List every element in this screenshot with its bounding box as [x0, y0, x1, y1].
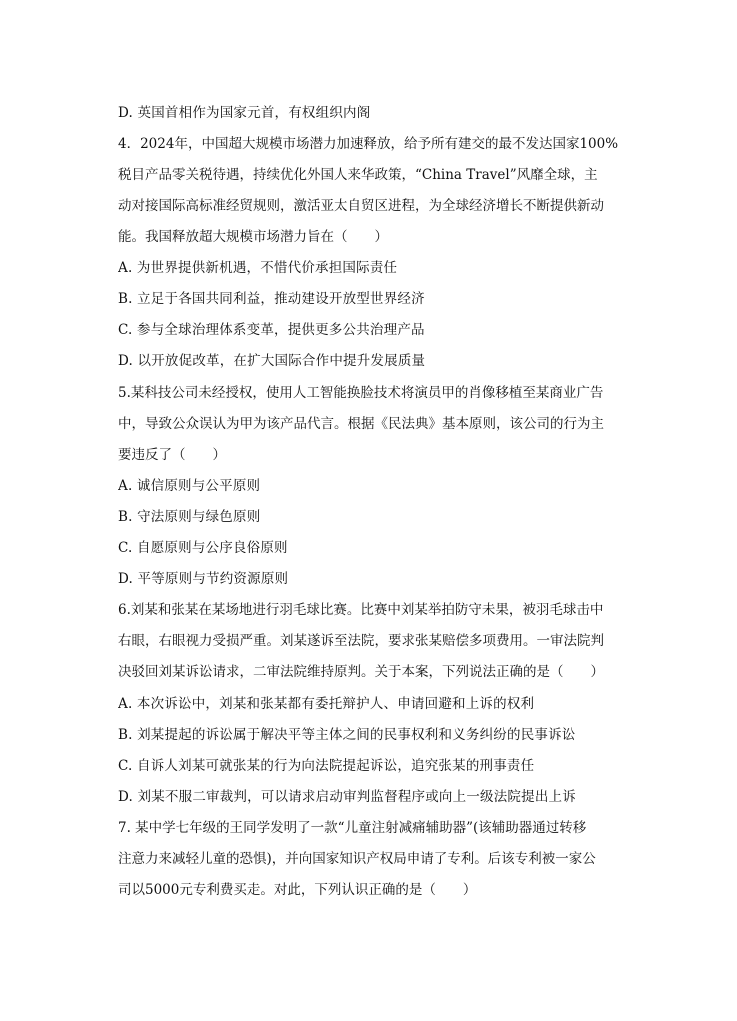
q6-stem-line-1: 6.刘某和张某在某场地进行羽毛球比赛。比赛中刘某举拍防守未果，被羽毛球击中 [118, 602, 604, 618]
q4-option-c: C. 参与全球治理体系变革，提供更多公共治理产品 [118, 322, 425, 338]
q7-stem-line-2: 注意力来减轻儿童的恐惧)，并向国家知识产权局申请了专利。后该专利被一家公 [118, 851, 596, 867]
q6-stem-line-3: 决驳回刘某诉讼请求，二审法院维持原判。关于本案，下列说法正确的是（ ） [118, 664, 604, 680]
q4-stem-line-2: 税目产品零关税待遇，持续优化外国人来华政策，“China Travel”风靡全球，主 [118, 167, 598, 183]
q5-stem-line-1: 5.某科技公司未经授权，使用人工智能换脸技术将演员甲的肖像移植至某商业广告 [118, 385, 604, 401]
q6-stem-line-2: 右眼，右眼视力受损严重。刘某遂诉至法院，要求张某赔偿多项费用。一审法院判 [118, 633, 604, 649]
q5-option-a: A. 诚信原则与公平原则 [118, 478, 261, 494]
q4-option-b: B. 立足于各国共同利益，推动建设开放型世界经济 [118, 291, 425, 307]
q4-stem-line-4: 能。我国释放超大规模市场潜力旨在（ ） [118, 229, 388, 245]
q6-option-d: D. 刘某不服二审裁判，可以请求启动审判监督程序或向上一级法院提出上诉 [118, 789, 576, 805]
q4-option-d: D. 以开放促改革，在扩大国际合作中提升发展质量 [118, 353, 426, 369]
q4-stem-line-1: 4．2024年，中国超大规模市场潜力加速释放，给予所有建交的最不发达国家100% [118, 136, 619, 152]
q5-option-d: D. 平等原则与节约资源原则 [118, 571, 289, 587]
q5-option-b: B. 守法原则与绿色原则 [118, 509, 261, 525]
q5-stem-line-3: 要违反了（ ） [118, 447, 226, 463]
q5-stem-line-2: 中，导致公众误认为甲为该产品代言。根据《民法典》基本原则，该公司的行为主 [118, 416, 604, 432]
q7-stem-line-3: 司以5000元专利费买走。对此，下列认识正确的是（ ） [118, 882, 477, 898]
q4-stem-line-3: 动对接国际高标准经贸规则，激活亚太自贸区进程，为全球经济增长不断提供新动 [118, 198, 604, 214]
q5-option-c: C. 自愿原则与公序良俗原则 [118, 540, 288, 556]
q3-option-d: D. 英国首相作为国家元首，有权组织内阁 [118, 105, 371, 121]
q6-option-a: A. 本次诉讼中，刘某和张某都有委托辩护人、申请回避和上诉的权利 [118, 696, 535, 712]
q6-option-b: B. 刘某提起的诉讼属于解决平等主体之间的民事权利和义务纠纷的民事诉讼 [118, 727, 576, 743]
q4-option-a: A. 为世界提供新机遇，不惜代价承担国际责任 [118, 260, 398, 276]
q7-stem-line-1: 7. 某中学七年级的王同学发明了一款“儿童注射减痛辅助器”(该辅助器通过转移 [118, 820, 587, 836]
q6-option-c: C. 自诉人刘某可就张某的行为向法院提起诉讼，追究张某的刑事责任 [118, 758, 535, 774]
